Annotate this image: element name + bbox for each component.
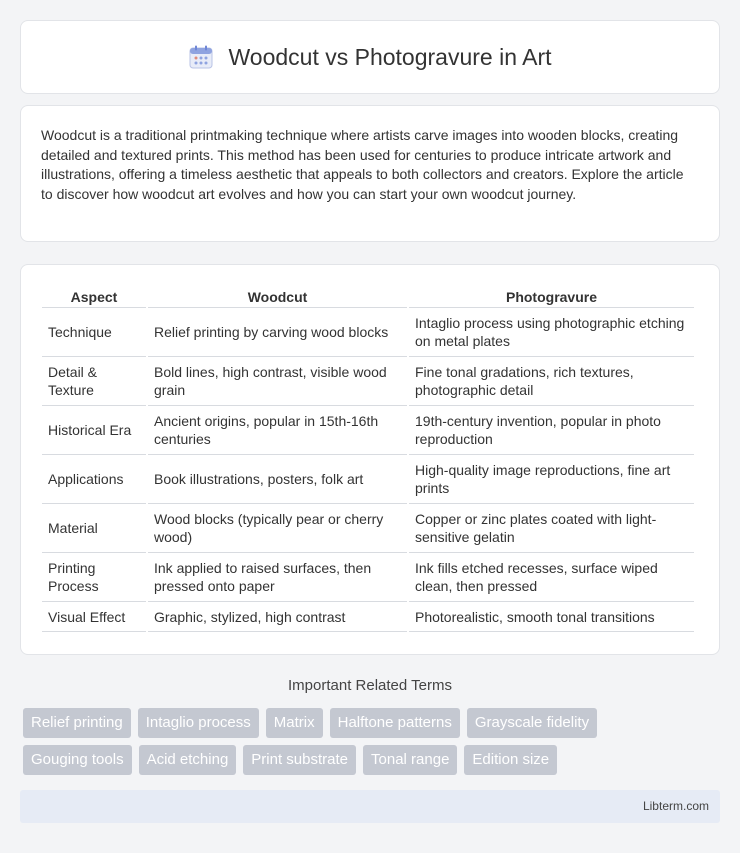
tag-tonal-range[interactable]: Tonal range	[363, 745, 457, 775]
photogravure-cell: Intaglio process using photographic etching on metal plates	[409, 308, 694, 357]
woodcut-cell: Ink applied to raised surfaces, then pressed onto paper	[148, 553, 407, 602]
comparison-table	[40, 284, 696, 632]
tag-edition-size[interactable]: Edition size	[464, 745, 557, 775]
aspect-cell: Applications	[42, 455, 146, 504]
aspect-cell: Material	[42, 504, 146, 553]
tag-intaglio-process[interactable]: Intaglio process	[138, 708, 259, 738]
tag-gouging-tools[interactable]: Gouging tools	[23, 745, 132, 775]
table-row	[42, 455, 694, 504]
comparison-card	[20, 264, 720, 655]
title-card	[20, 20, 720, 94]
tag-matrix[interactable]: Matrix	[266, 708, 323, 738]
woodcut-cell: Bold lines, high contrast, visible wood grain	[148, 357, 407, 406]
table-row	[42, 504, 694, 553]
photogravure-cell: Photorealistic, smooth tonal transitions	[409, 602, 694, 632]
photogravure-cell: High-quality image reproductions, fine art prints	[409, 455, 694, 504]
aspect-cell: Historical Era	[42, 406, 146, 455]
tag-acid-etching[interactable]: Acid etching	[139, 745, 237, 775]
intro-card	[20, 105, 720, 242]
header-woodcut: Woodcut	[148, 284, 407, 308]
aspect-cell: Technique	[42, 308, 146, 357]
table-row	[42, 308, 694, 357]
header-aspect: Aspect	[42, 284, 146, 308]
tag-halftone-patterns[interactable]: Halftone patterns	[330, 708, 460, 738]
woodcut-cell: Wood blocks (typically pear or cherry wood)	[148, 504, 407, 553]
calendar-grid-icon	[188, 44, 214, 70]
photogravure-cell: Ink fills etched recesses, surface wiped clean, then pressed	[409, 553, 694, 602]
table-row	[42, 406, 694, 455]
page-title: Woodcut vs Photogravure in Art	[228, 43, 552, 70]
aspect-cell: Visual Effect	[42, 602, 146, 632]
table-row	[42, 357, 694, 406]
tag-relief-printing[interactable]: Relief printing	[23, 708, 131, 738]
woodcut-cell: Ancient origins, popular in 15th-16th centuries	[148, 406, 407, 455]
aspect-cell: Detail & Texture	[42, 357, 146, 406]
footer-site-link[interactable]: Libterm.com	[642, 799, 709, 813]
related-terms	[23, 708, 723, 782]
photogravure-cell: 19th-century invention, popular in photo reproduction	[409, 406, 694, 455]
aspect-cell: Printing Process	[42, 553, 146, 602]
tag-print-substrate[interactable]: Print substrate	[243, 745, 356, 775]
related-terms-title: Important Related Terms	[288, 677, 452, 694]
woodcut-cell: Book illustrations, posters, folk art	[148, 455, 407, 504]
woodcut-cell: Graphic, stylized, high contrast	[148, 602, 407, 632]
woodcut-cell: Relief printing by carving wood blocks	[148, 308, 407, 357]
table-row	[42, 553, 694, 602]
photogravure-cell: Fine tonal gradations, rich textures, photographic detail	[409, 357, 694, 406]
tag-grayscale-fidelity[interactable]: Grayscale fidelity	[467, 708, 597, 738]
table-row	[42, 602, 694, 632]
footer	[20, 790, 720, 823]
header-photogravure: Photogravure	[409, 284, 694, 308]
intro-text: Woodcut is a traditional printmaking technique where artists carve images into wooden blocks, creating detailed and textured prints. This method has been used for centuries to produce intricate artwork and illustrations, offering a timeless aesthetic that appeals to both collectors and creators. Explore the article to discover how woodcut art evolves and how you can start your own woodcut journey.	[41, 127, 684, 202]
photogravure-cell: Copper or zinc plates coated with light-sensitive gelatin	[409, 504, 694, 553]
